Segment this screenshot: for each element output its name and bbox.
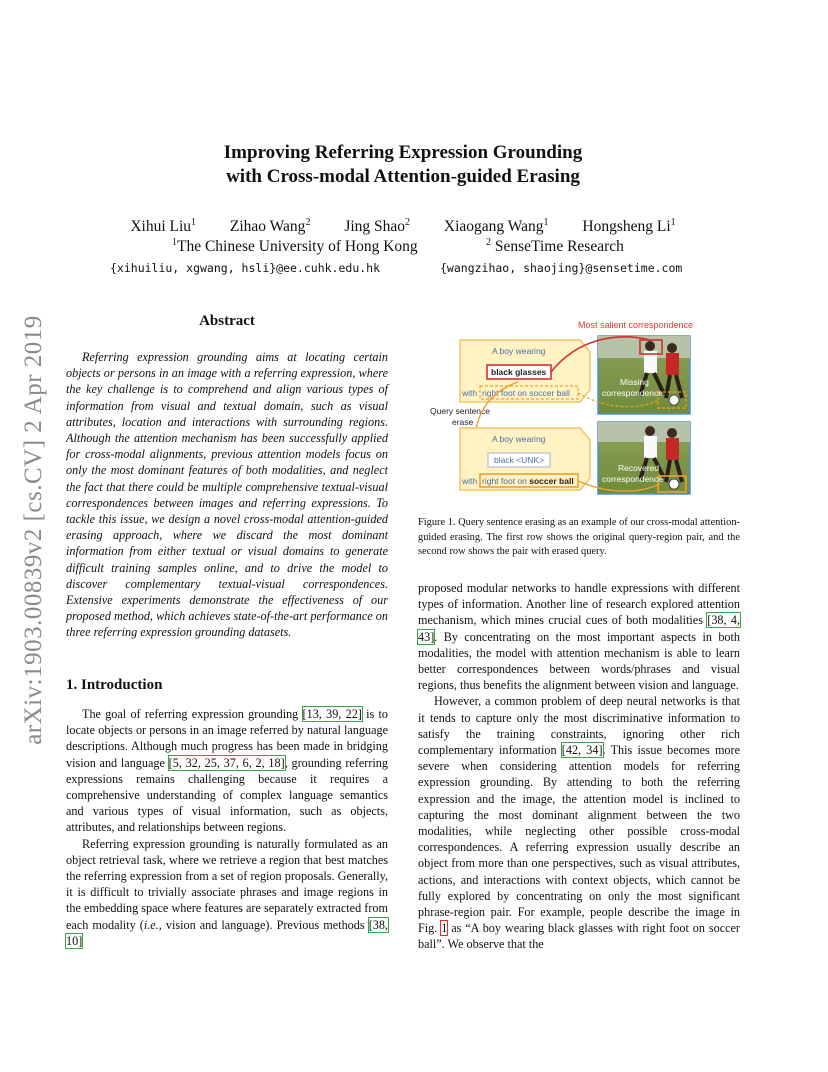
- email-2: {wangzihao, shaojing}@sensetime.com: [440, 261, 683, 275]
- phrase-black-unk: black <UNK>: [494, 455, 545, 465]
- author: Hongsheng Li$^1$: [582, 217, 676, 235]
- right-paragraph-1: proposed modular networks to handle expressions with different types of information. Another line of research explored attention mechanism, which mines crucial cues of both modalities [38, 4, 43]. By concentrating on the most important aspects in both modalities, the model with attention mechanism is able to learn better correspondences between words/phrases and visual regions, thus benefits the alignment between vision and language.: [418, 581, 740, 693]
- recovered-label-line1: Recovered: [618, 463, 660, 473]
- author: Zihao Wang$^2$: [229, 217, 311, 235]
- recovered-label-line2: correspondence: [602, 474, 663, 484]
- figure-reference-link[interactable]: 1: [441, 921, 448, 936]
- intro-left-column: [66, 706, 388, 949]
- query-erase-line1: Query sentence: [430, 406, 491, 416]
- phrase-a-boy-wearing: A boy wearing: [492, 346, 546, 356]
- phrase-with-2: with: [462, 476, 478, 486]
- arxiv-sidebar: [14, 290, 54, 770]
- title-line-2: with Cross-modal Attention-guided Erasing: [226, 166, 580, 187]
- missing-label-line2: correspondence: [602, 388, 663, 398]
- figure-diagram: [418, 318, 740, 496]
- title-line-1: Improving Referring Expression Grounding: [223, 142, 583, 163]
- author: Xihui Liu$^1$: [130, 217, 197, 235]
- affiliation-1: $^1$The Chinese University of Hong Kong: [172, 237, 418, 255]
- affiliation-2: $^2$ SenseTime Research: [486, 237, 624, 255]
- section-heading-introduction: 1. Introduction: [66, 677, 163, 693]
- phrase-right-foot-2: right foot on soccer ball: [482, 476, 574, 486]
- missing-label-line1: Missing: [620, 377, 649, 387]
- abstract-body: Referring expression grounding aims at locating certain objects or persons in an image with a referring expression, where the key challenge is to comprehend and align various types of information from visual and textual domain, such as visual attributes, location and interactions with surrounding regions. Although the attention mechanism has been successfully applied for cross-modal alignments, previous attention models focus on only the most dominant features of both modalities, and neglect the fact that there could be multiple comprehensive textual-visual correspondences between images and referring expressions. To tackle this issue, we design a novel cross-modal attention-guided erasing approach, where we discard the most dominant information from either textual or visual domains to generate difficult training samples online, and to drive the model to discover complementary textual-visual correspondences. Extensive experiments demonstrate the effectiveness of our proposed method, which achieves state-of-the-art performance on three referring expression grounding datasets.: [66, 350, 388, 640]
- author-list: [100, 217, 706, 237]
- intro-paragraph-2: Referring expression grounding is naturally formulated as an object retrieval task, where we retrieve a region that best matches the referring expression from a set of region proposals. Generally, it is difficult to trivially associate phrases and image regions in the embedding space where features are separately extracted from each modality (i.e., vision and language). Previous methods [38, 10]: [66, 836, 388, 948]
- figure-caption: Figure 1. Query sentence erasing as an example of our cross-modal attention-guided erasing. The first row shows the original query-region pair, and the second row shows the pair with erased query.: [418, 517, 741, 557]
- abstract-heading: Abstract: [199, 313, 255, 329]
- salient-correspondence-label: Most salient correspondence: [578, 320, 694, 330]
- figure-1: [418, 318, 740, 496]
- phrase-with: with: [462, 388, 478, 398]
- arxiv-identifier: arXiv:1903.00839v2 [cs.CV] 2 Apr 2019: [20, 315, 47, 745]
- paper-title: [100, 141, 706, 189]
- author: Jing Shao$^2$: [344, 217, 411, 235]
- citation-link[interactable]: [13, 39, 22]: [302, 707, 362, 721]
- phrase-black-glasses: black glasses: [491, 367, 547, 377]
- intro-right-column: [418, 580, 740, 953]
- right-paragraph-2: However, a common problem of deep neural networks is that it tends to capture only the most discriminative information to satisfy the training constraints, ignoring other rich complementary information [42, 34]. This issue becomes more severe when considering attention models for referring expression grounding. By attending to both the referring expression and the image, the attention model is inclined to capturing the most dominant alignment between the two modalities, while neglecting other possible cross-modal correspondences. A referring expression usually describe an object from more than one perspectives, such as visual attributes, actions, and interactions with context objects, which cannot be fully explored by concentrating on only the most significant phrase-region pair. For example, people describe the image in Fig. 1 as “A boy wearing black glasses with right foot on soccer ball”. We observe that the: [418, 694, 740, 952]
- citation-link[interactable]: [38, 10]: [66, 917, 388, 948]
- citation-link[interactable]: [38, 4, 43]: [418, 613, 740, 644]
- author: Xiaogang Wang$^1$: [443, 217, 549, 235]
- phrase-a-boy-wearing-2: A boy wearing: [492, 434, 546, 444]
- intro-paragraph-1: The goal of referring expression grounding [13, 39, 22] is to locate objects or persons in an image referred by natural language descriptions. Although much progress has been made in bridging vision and language [5, 32, 25, 37, 6, 2, 18], grounding referring expressions remains challenging because it requires a comprehensive understanding of complex language semantics and various types of visual information, such as objects, attributes, and relationships between regions.: [66, 707, 389, 835]
- phrase-right-foot: right foot on soccer ball: [482, 388, 570, 398]
- citation-link[interactable]: [5, 32, 25, 37, 6, 2, 18]: [168, 755, 285, 770]
- query-erase-line2: erase: [452, 417, 474, 427]
- citation-link[interactable]: [42, 34]: [561, 743, 603, 758]
- email-1: {xihuiliu, xgwang, hsli}@ee.cuhk.edu.hk: [110, 261, 381, 275]
